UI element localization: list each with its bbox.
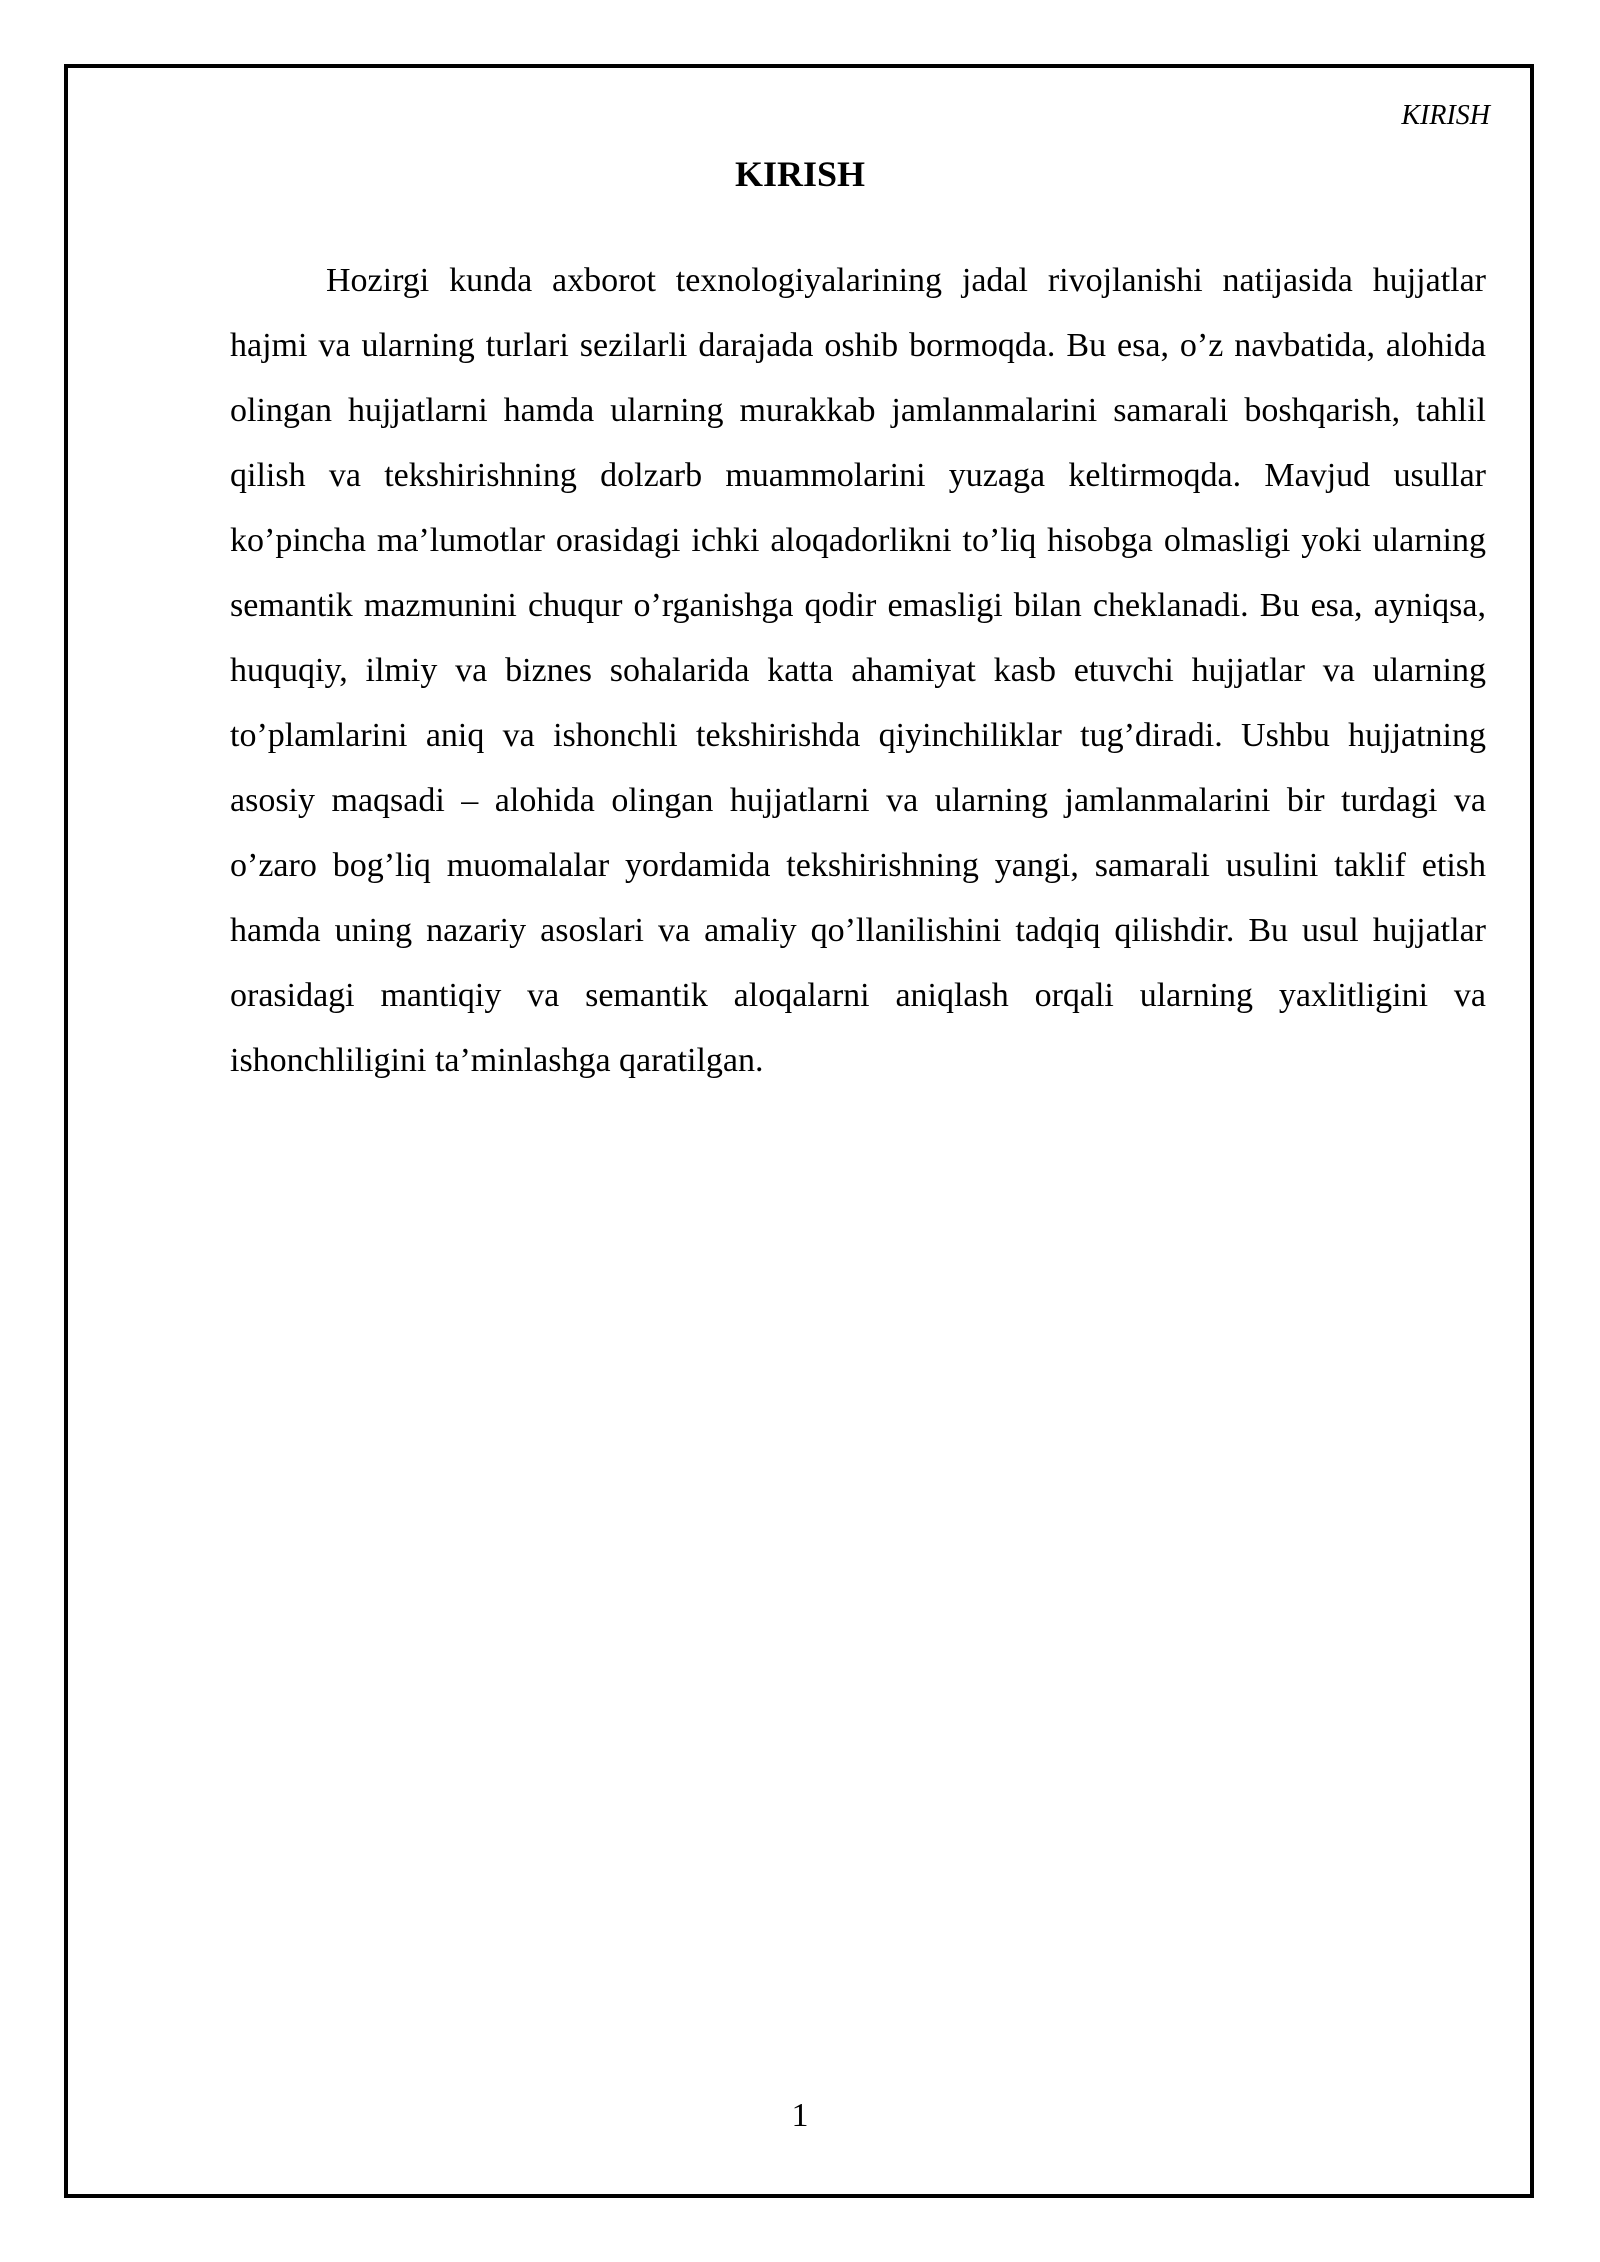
running-header: KIRISH (1401, 100, 1490, 131)
page-number: 1 (791, 2097, 809, 2134)
page-title: KIRISH (734, 154, 866, 194)
body-paragraph: Hozirgi kunda axborot texnologiyalarining jadal rivojlanishi natijasida hujjatlar hajmi va ularning turlari sezilarli darajada oshib bormoqda. Bu esa, o’z navbatida, alohida olingan hujjatlarni hamda ularning murakkab jamlanmalarini samarali boshqarish, tahlil qilish va tekshirishning dolzarb muammolarini yuzaga keltirmoqda. Mavjud usullar ko’pincha ma’lumotlar orasidagi ichki aloqadorlikni to’liq hisobga olmasligi yoki ularning semantik mazmunini chuqur o’rganishga qodir emasligi bilan cheklanadi. Bu esa, ayniqsa, huquqiy, ilmiy va biznes sohalarida katta ahamiyat kasb etuvchi hujjatlar va ularning to’plamlarini aniq va ishonchli tekshirishda qiyinchiliklar tug’diradi. Ushbu hujjatning asosiy maqsadi – alohida olingan hujjatlarni va ularning jamlanmalarini bir turdagi va o’zaro bog’liq muomalalar yordamida tekshirishning yangi, samarali usulini taklif etish hamda uning nazariy asoslari va amaliy qo’llanilishini tadqiq qilishdir. Bu usul hujjatlar orasidagi mantiqiy va semantik aloqalarni aniqlash orqali ularning yaxlitligini va ishonchliligini ta’minlashga qaratilgan. (230, 262, 1486, 1079)
